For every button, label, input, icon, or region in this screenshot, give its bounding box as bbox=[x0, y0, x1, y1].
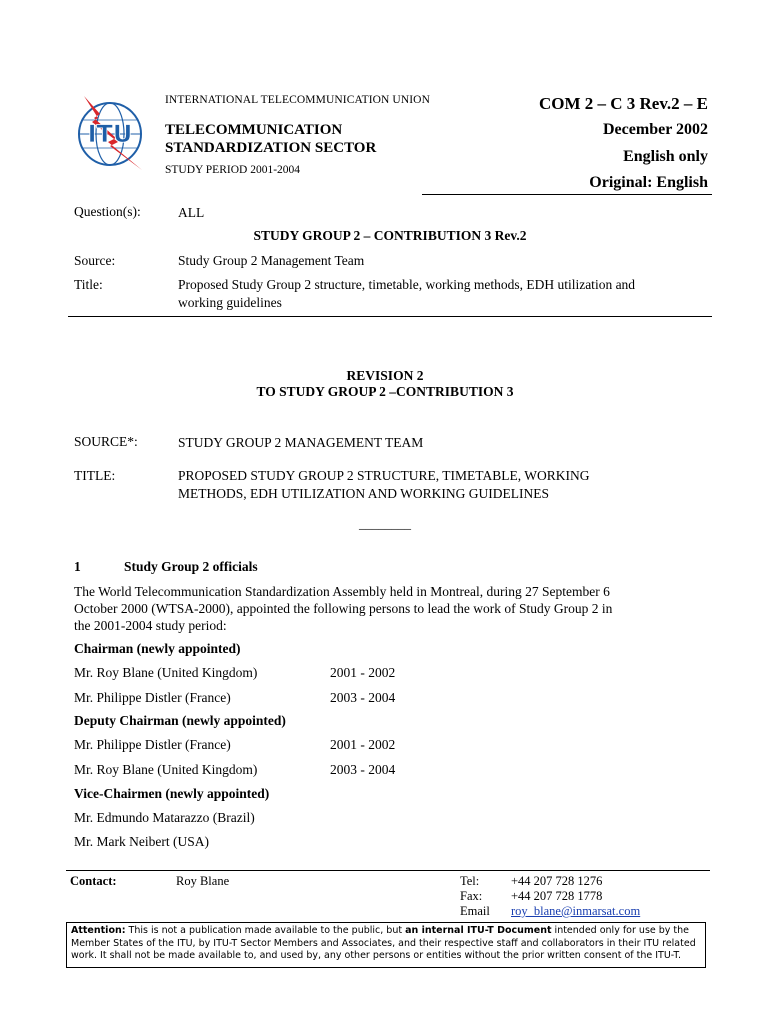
attention-notice bbox=[66, 922, 706, 968]
meta-rule bbox=[68, 316, 712, 317]
revision-line1: REVISION 2 bbox=[346, 368, 424, 383]
deputy-years-2: 2003 - 2004 bbox=[330, 762, 396, 777]
attention-text-2: intended only for use by the Member States of the ITU, by ITU-T Sector Members and Associates, and their respective staff and collaborators in their ITU related work. It shall not be made available to, and used by, any other persons or entities without the prior written consent of the ITU-T. bbox=[71, 925, 696, 961]
section-heading: Study Group 2 officials bbox=[124, 559, 258, 574]
deputy-name-1: Mr. Philippe Distler (France) bbox=[74, 737, 231, 752]
chairman-name-2: Mr. Philippe Distler (France) bbox=[74, 690, 231, 705]
fax-value: +44 207 728 1778 bbox=[511, 889, 603, 903]
title-value-line2: working guidelines bbox=[178, 295, 282, 310]
email-label: Email bbox=[460, 904, 490, 918]
revision-source-label: SOURCE*: bbox=[74, 434, 138, 449]
paragraph-line1: The World Telecommunication Standardization Assembly held in Montreal, during 27 September 6 bbox=[74, 584, 610, 599]
title-value bbox=[178, 276, 718, 312]
document-original: Original: English bbox=[589, 174, 708, 191]
email-link[interactable]: roy_blane@inmarsat.com bbox=[511, 904, 641, 918]
revision-source-value: STUDY GROUP 2 MANAGEMENT TEAM bbox=[178, 435, 424, 450]
chairman-heading: Chairman (newly appointed) bbox=[74, 641, 241, 656]
revision-title-label: TITLE: bbox=[74, 468, 116, 483]
study-period: STUDY PERIOD 2001-2004 bbox=[165, 164, 301, 176]
document-number: COM 2 – C 3 Rev.2 – E bbox=[538, 94, 708, 113]
svg-text:ITU: ITU bbox=[87, 120, 133, 148]
chairman-years-2: 2003 - 2004 bbox=[330, 690, 396, 705]
title-value-line1: Proposed Study Group 2 structure, timetable, working methods, EDH utilization and bbox=[178, 277, 636, 292]
fax-label: Fax: bbox=[460, 889, 483, 903]
chairman-name-1: Mr. Roy Blane (United Kingdom) bbox=[74, 665, 258, 680]
document-language: English only bbox=[623, 148, 708, 165]
title-label: Title: bbox=[74, 277, 103, 292]
contact-rule bbox=[66, 870, 710, 871]
separator-line: ________ bbox=[359, 516, 411, 531]
source-label: Source: bbox=[74, 253, 116, 268]
contact-label: Contact: bbox=[70, 874, 117, 888]
questions-label: Question(s): bbox=[74, 204, 141, 219]
deputy-name-2: Mr. Roy Blane (United Kingdom) bbox=[74, 762, 258, 777]
vice-heading: Vice-Chairmen (newly appointed) bbox=[74, 786, 270, 801]
paragraph-line3: the 2001-2004 study period: bbox=[74, 618, 227, 633]
paragraph-line2: October 2000 (WTSA-2000), appointed the following persons to lead the work of Study Group 2 in bbox=[74, 601, 613, 616]
org-name: INTERNATIONAL TELECOMMUNICATION UNION bbox=[165, 94, 430, 106]
deputy-heading: Deputy Chairman (newly appointed) bbox=[74, 713, 286, 728]
tel-value: +44 207 728 1276 bbox=[511, 874, 603, 888]
revision-line2: TO STUDY GROUP 2 –CONTRIBUTION 3 bbox=[256, 384, 514, 399]
section-number: 1 bbox=[74, 559, 81, 574]
section-paragraph bbox=[74, 583, 714, 634]
attention-lead: Attention: bbox=[71, 925, 126, 936]
revision-title-line1: PROPOSED STUDY GROUP 2 STRUCTURE, TIMETABLE, WORKING bbox=[178, 468, 590, 483]
header-rule bbox=[422, 194, 712, 195]
sector-line1: TELECOMMUNICATION bbox=[165, 122, 343, 138]
tel-label: Tel: bbox=[460, 874, 480, 888]
sector-name bbox=[165, 121, 425, 157]
sector-line2: STANDARDIZATION SECTOR bbox=[165, 140, 377, 156]
vice-name-2: Mr. Mark Neibert (USA) bbox=[74, 834, 209, 849]
vice-name-1: Mr. Edmundo Matarazzo (Brazil) bbox=[74, 810, 255, 825]
chairman-years-1: 2001 - 2002 bbox=[330, 665, 396, 680]
itu-logo bbox=[70, 92, 152, 174]
questions-value: ALL bbox=[178, 205, 205, 220]
document-date: December 2002 bbox=[603, 121, 708, 138]
deputy-years-1: 2001 - 2002 bbox=[330, 737, 396, 752]
attention-text-1: This is not a publication made available to the public, but bbox=[125, 925, 406, 936]
source-value: Study Group 2 Management Team bbox=[178, 253, 365, 268]
revision-title-line2: METHODS, EDH UTILIZATION AND WORKING GUIDELINES bbox=[178, 486, 549, 501]
contact-name: Roy Blane bbox=[176, 874, 230, 888]
contribution-title: STUDY GROUP 2 – CONTRIBUTION 3 Rev.2 bbox=[253, 228, 527, 243]
attention-bold: an internal ITU-T Document bbox=[405, 925, 552, 936]
revision-title-value bbox=[178, 467, 698, 503]
